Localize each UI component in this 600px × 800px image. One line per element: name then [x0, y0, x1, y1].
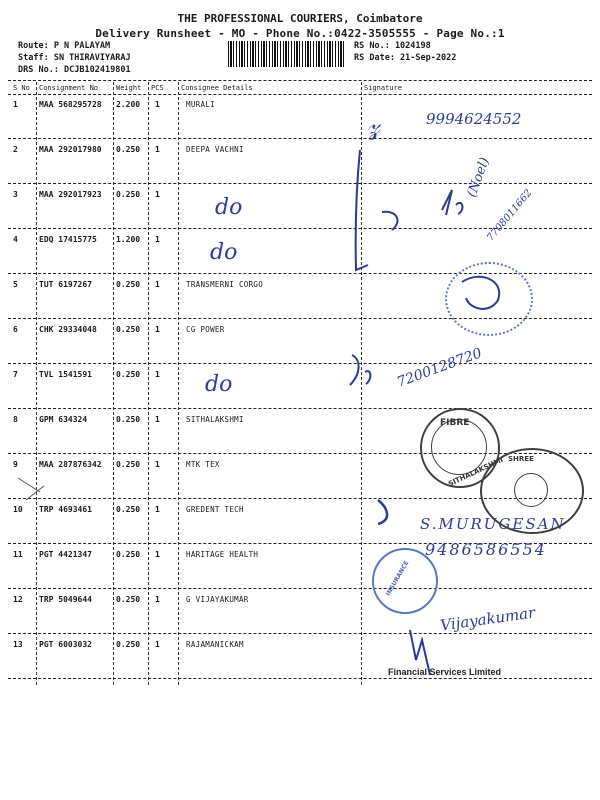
row-sno: 12: [13, 595, 23, 604]
row-pcs: 1: [155, 280, 160, 289]
row-consignee: TRANSMERNI CORGO: [186, 280, 264, 289]
runsheet-subtitle: Delivery Runsheet - MO - Phone No.:0422-3505555 - Page No.:1: [95, 27, 505, 40]
row-pcs: 1: [155, 640, 160, 649]
insurance-stamp: [372, 548, 438, 614]
row-pcs: 1: [155, 505, 160, 514]
row-sno: 4: [13, 235, 18, 244]
stamp-text: FIBRE: [440, 418, 470, 428]
row-weight: 2.200: [116, 100, 141, 109]
signature-stroke: [18, 478, 44, 500]
handwritten-phone: 9994624552: [426, 110, 522, 128]
handwritten-phone: 9486586554: [425, 540, 547, 559]
col-header-consignee: Consignee Details: [181, 84, 253, 92]
staff-label: Staff: SN THIRAVIYARAJ: [18, 53, 131, 63]
row-consignee: G VIJAYAKUMAR: [186, 595, 249, 604]
row-sno: 9: [13, 460, 18, 469]
row-consignee: GREDENT TECH: [186, 505, 244, 514]
row-sno: 8: [13, 415, 18, 424]
row-consignment: PGT 6003032: [39, 640, 92, 649]
row-consignment: CHK 29334048: [39, 325, 97, 334]
row-consignment: TRP 4693461: [39, 505, 92, 514]
row-sno: 10: [13, 505, 23, 514]
handwritten-ditto: do: [210, 240, 238, 265]
row-weight: 0.250: [116, 415, 141, 424]
row-sno: 7: [13, 370, 18, 379]
row-weight: 0.250: [116, 505, 141, 514]
row-sno: 6: [13, 325, 18, 334]
col-header-pcs: PCS: [151, 84, 164, 92]
signature-stroke: [442, 190, 462, 215]
row-pcs: 1: [155, 235, 160, 244]
col-header-consignment: Consignment No: [39, 84, 99, 92]
row-sno: 11: [13, 550, 23, 559]
row-weight: 0.250: [116, 280, 141, 289]
signature-stroke: [350, 355, 370, 385]
row-pcs: 1: [155, 370, 160, 379]
handwritten-phone: 7200128720: [394, 345, 485, 391]
row-weight: 0.250: [116, 370, 141, 379]
row-consignee: CG POWER: [186, 325, 225, 334]
row-pcs: 1: [155, 415, 160, 424]
row-weight: 0.250: [116, 190, 141, 199]
signature-stroke: [382, 212, 397, 230]
rs-number: RS No.: 1024198: [354, 41, 431, 51]
row-sno: 5: [13, 280, 18, 289]
row-pcs: 1: [155, 595, 160, 604]
row-consignee: HARITAGE HEALTH: [186, 550, 259, 559]
row-pcs: 1: [155, 100, 160, 109]
stamp-text: SITHALAKSHMI: [447, 455, 505, 489]
stamp-text: SHREE: [508, 455, 534, 463]
col-header-sno: S No: [13, 84, 30, 92]
handwritten-name: S.MURUGESAN: [420, 515, 566, 533]
row-consignment: TRP 5049644: [39, 595, 92, 604]
signature-stroke: [378, 500, 387, 524]
rs-date: RS Date: 21-Sep-2022: [354, 53, 457, 63]
row-consignment: PGT 4421347: [39, 550, 92, 559]
handwritten-ditto: do: [215, 195, 243, 220]
company-title: THE PROFESSIONAL COURIERS, Coimbatore: [177, 12, 423, 25]
row-consignee: MURALI: [186, 100, 215, 109]
row-consignment: TVL 1541591: [39, 370, 92, 379]
row-consignee: SITHALAKSHMI: [186, 415, 244, 424]
handwritten-note: (Noel): [464, 155, 493, 200]
col-header-weight: Weight: [116, 84, 142, 92]
row-consignment: EDQ 17415775: [39, 235, 97, 244]
handwritten-ditto: do: [205, 372, 233, 397]
row-consignee: DEEPA VACHNI: [186, 145, 244, 154]
route-label: Route: P N PALAYAM: [18, 41, 111, 51]
row-pcs: 1: [155, 325, 160, 334]
row-weight: 0.250: [116, 145, 141, 154]
row-pcs: 1: [155, 460, 160, 469]
row-sno: 1: [13, 100, 18, 109]
col-header-signature: Signature: [364, 84, 402, 92]
signature-stroke: [356, 150, 368, 270]
row-pcs: 1: [155, 550, 160, 559]
row-consignee: RAJAMANICKAM: [186, 640, 244, 649]
row-weight: 0.250: [116, 325, 141, 334]
row-sno: 3: [13, 190, 18, 199]
row-weight: 0.250: [116, 550, 141, 559]
row-pcs: 1: [155, 145, 160, 154]
stamp-text: INSURANCE: [384, 559, 411, 598]
row-weight: 0.250: [116, 595, 141, 604]
row-consignment: MAA 287876342: [39, 460, 102, 469]
row-consignment: MAA 292017980: [39, 145, 102, 154]
row-consignment: MAA 292017923: [39, 190, 102, 199]
row-sno: 13: [13, 640, 23, 649]
handwritten-number: 7708011662: [485, 187, 535, 244]
row-consignment: TUT 6197267: [39, 280, 92, 289]
shree-stamp-inner: [514, 473, 548, 507]
row-consignment: MAA 568295728: [39, 100, 102, 109]
row-weight: 0.250: [116, 640, 141, 649]
row-consignee: MTK TEX: [186, 460, 220, 469]
row-pcs: 1: [155, 190, 160, 199]
stamp-footer-text: Financial Services Limited: [388, 667, 502, 677]
drs-number: DRS No.: DCJB102419801: [18, 65, 131, 75]
faint-stamp: [445, 262, 533, 336]
signature-mark: 𝓏: [368, 108, 382, 141]
row-consignment: GPM 634324: [39, 415, 88, 424]
handwritten-signature: Vijayakumar: [439, 603, 537, 635]
row-sno: 2: [13, 145, 18, 154]
row-weight: 1.200: [116, 235, 141, 244]
row-weight: 0.250: [116, 460, 141, 469]
